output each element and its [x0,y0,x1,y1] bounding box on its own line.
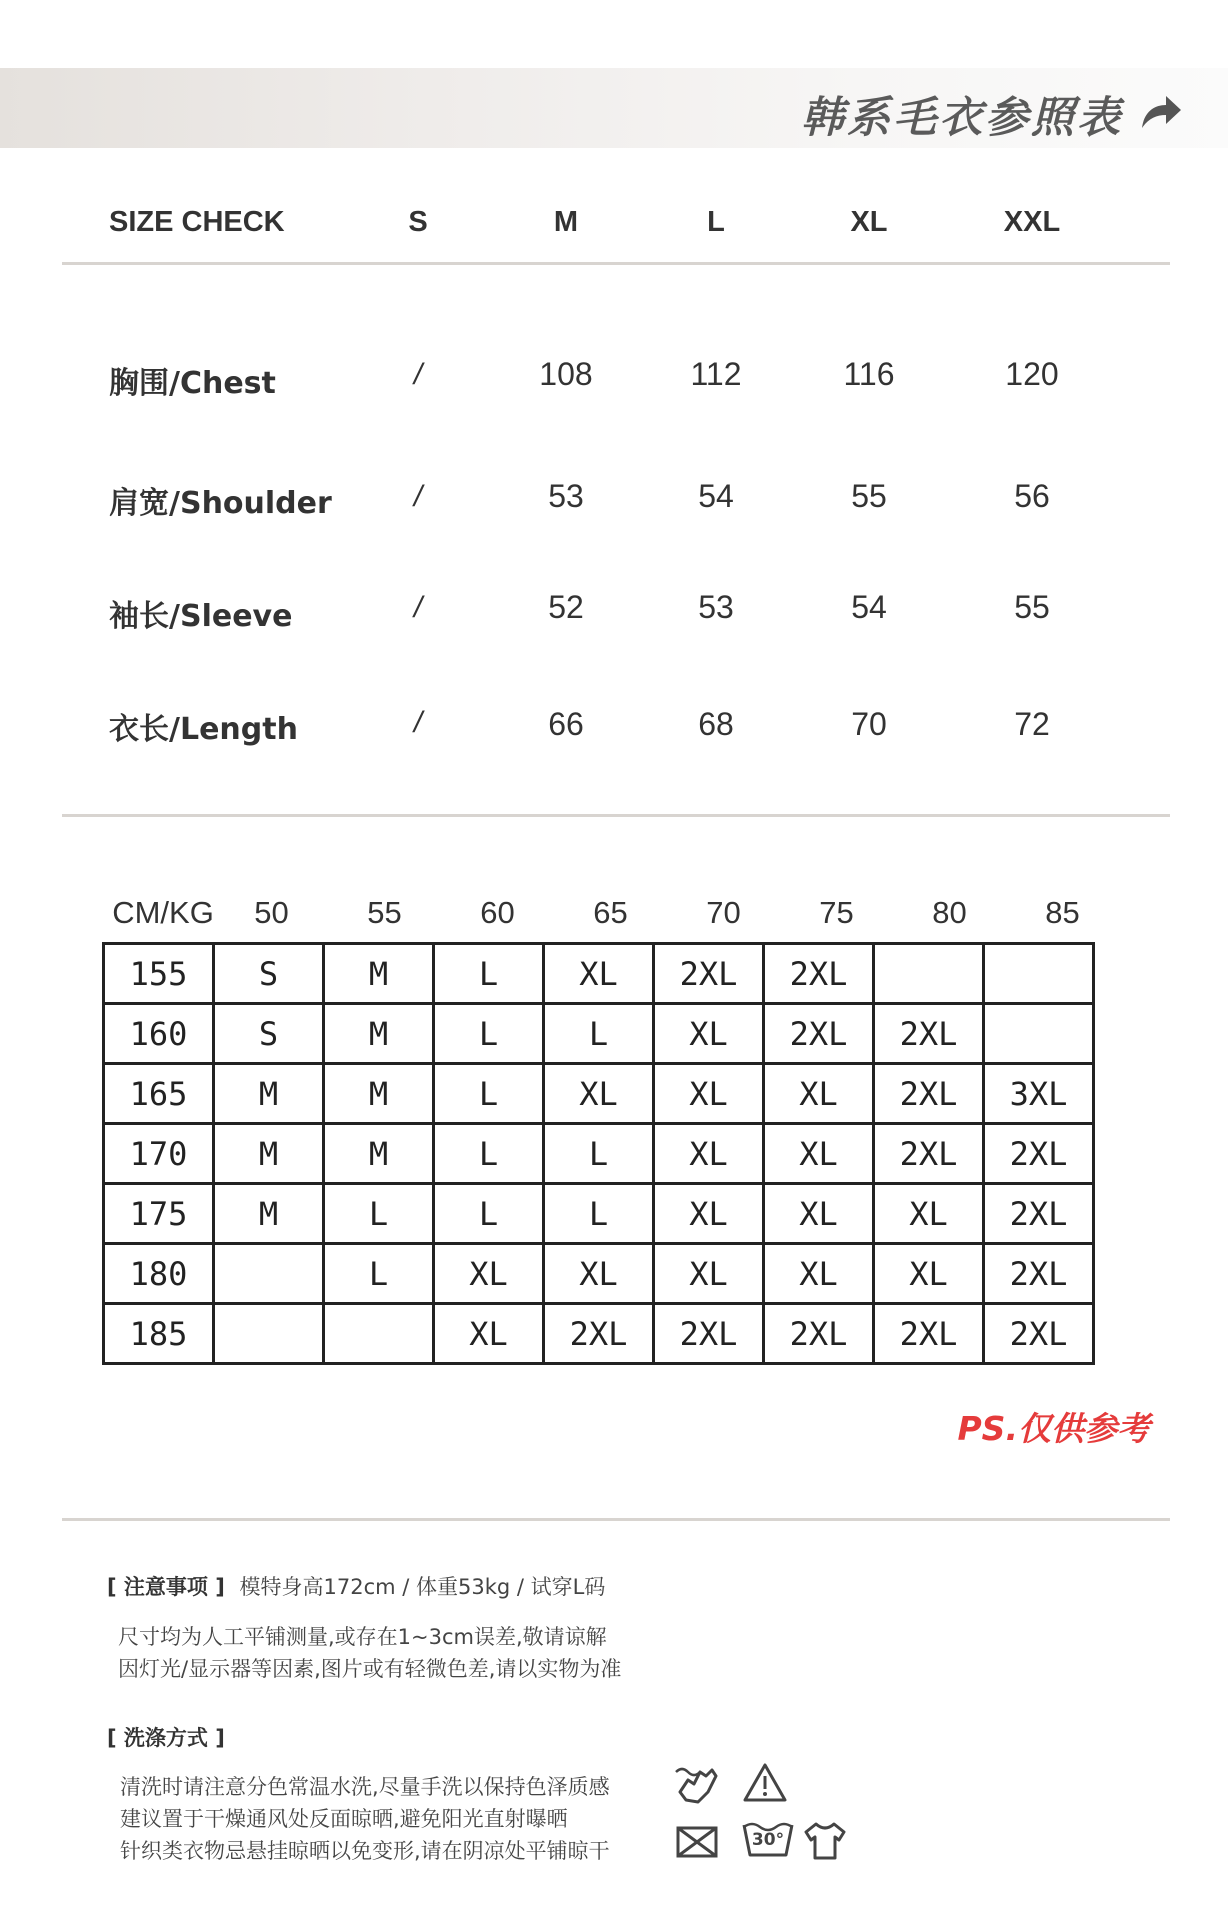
weight-header: 55 [367,895,402,930]
warning-icon [742,1762,788,1804]
size-cell: 2XL [874,1304,984,1364]
measurement-value: 116 [843,356,895,392]
size-cell: XL [874,1244,984,1304]
table-row [104,1004,1094,1064]
washing-line: 针织类衣物忌悬挂晾晒以免变形,请在阴凉处平铺晾干 [120,1839,610,1863]
wash-temperature: 30° [751,1830,785,1850]
measurement-value: / [413,358,423,391]
measurement-value: 66 [548,706,584,742]
size-cell [214,1304,324,1364]
size-cell: 2XL [984,1124,1094,1184]
size-cell: 2XL [874,1064,984,1124]
grid-corner-label: CM/KG [112,895,214,930]
table-row [104,1304,1094,1364]
measurement-value: 54 [851,589,887,625]
shoulder-label: 肩宽/Shoulder [109,486,332,521]
measurement-value: 53 [698,589,734,625]
size-cell: L [324,1244,434,1304]
height-cell: 160 [104,1004,214,1064]
size-cell: XL [654,1184,764,1244]
size-cell: 2XL [654,944,764,1004]
table-row [104,944,1094,1004]
measurement-value: 55 [851,478,887,514]
height-cell: 170 [104,1124,214,1184]
weight-header: 85 [1045,895,1080,930]
size-cell [984,1004,1094,1064]
size-cell [984,944,1094,1004]
table-row [104,1064,1094,1124]
size-cell: 2XL [764,944,874,1004]
size-cell: XL [654,1244,764,1304]
note-line: 尺寸均为人工平铺测量,或存在1~3cm误差,敬请谅解 [118,1625,607,1649]
header-divider [62,262,1170,265]
size-cell: L [544,1004,654,1064]
page-title: 韩系毛衣参照表 [801,93,1123,143]
measurement-value: 112 [690,356,742,392]
notes-heading: [ 注意事项 ] [107,1575,225,1599]
size-cell: XL [764,1124,874,1184]
chest-label: 胸围/Chest [109,366,276,401]
size-cell: L [434,1124,544,1184]
size-cell: XL [434,1304,544,1364]
size-cell: 3XL [984,1064,1094,1124]
height-cell: 175 [104,1184,214,1244]
size-cell: M [324,1004,434,1064]
size-cell: 2XL [764,1004,874,1064]
garment-icon [802,1820,848,1862]
measurement-value: / [413,591,423,624]
size-cell: L [544,1124,654,1184]
measurement-value: / [413,480,423,513]
size-cell: M [214,1064,324,1124]
measurement-value: 70 [851,706,887,742]
weight-header: 80 [932,895,967,930]
wash-30-icon [740,1817,796,1861]
weight-header: 75 [819,895,854,930]
size-cell: S [214,944,324,1004]
weight-header: 65 [593,895,628,930]
size-cell: XL [764,1064,874,1124]
size-cell: M [324,1064,434,1124]
measurement-value: 54 [698,478,734,514]
washing-line: 建议置于干燥通风处反面晾晒,避免阳光直射曝晒 [120,1807,568,1831]
table-row [104,1124,1094,1184]
size-cell: M [214,1124,324,1184]
size-cell [874,944,984,1004]
size-cell: L [434,944,544,1004]
measurement-value: 52 [548,589,584,625]
note-line: 因灯光/显示器等因素,图片或有轻微色差,请以实物为准 [118,1657,622,1681]
size-cell: XL [654,1064,764,1124]
size-cell: XL [874,1184,984,1244]
size-cell: 2XL [984,1244,1094,1304]
measurement-value: 108 [539,356,593,392]
size-cell: M [324,944,434,1004]
size-cell: 2XL [874,1124,984,1184]
height-cell: 180 [104,1244,214,1304]
measurement-value: 56 [1014,478,1050,514]
size-header-s: S [408,206,428,238]
table-row [104,1244,1094,1304]
height-cell: 165 [104,1064,214,1124]
size-cell: 2XL [544,1304,654,1364]
hand-wash-icon [674,1762,722,1808]
height-cell: 155 [104,944,214,1004]
size-cell: 2XL [984,1304,1094,1364]
size-cell: L [434,1184,544,1244]
length-label: 衣长/Length [109,712,298,747]
height-cell: 185 [104,1304,214,1364]
size-header-m: M [553,206,579,238]
size-cell: XL [654,1124,764,1184]
size-cell: M [324,1124,434,1184]
measurement-value: 68 [698,706,734,742]
size-cell: XL [544,1064,654,1124]
notes-divider [62,1518,1170,1521]
size-cell: XL [654,1004,764,1064]
size-recommendation-grid [102,942,1095,1365]
size-check-label: SIZE CHECK [109,206,285,238]
no-tumble-dry-icon [674,1820,720,1862]
size-cell: XL [434,1244,544,1304]
size-cell: M [214,1184,324,1244]
size-cell: L [434,1064,544,1124]
weight-header: 50 [254,895,289,930]
size-cell [324,1304,434,1364]
washing-heading: [ 洗涤方式 ] [107,1726,225,1750]
size-cell: L [434,1004,544,1064]
size-cell: XL [764,1244,874,1304]
weight-header: 70 [706,895,741,930]
size-header-xxl: XXL [1003,206,1061,238]
size-cell: XL [764,1184,874,1244]
size-cell: XL [544,944,654,1004]
size-cell: S [214,1004,324,1064]
weight-header: 60 [480,895,515,930]
sleeve-label: 袖长/Sleeve [109,599,293,634]
size-cell: L [544,1184,654,1244]
share-arrow-icon[interactable] [1138,92,1184,132]
size-header-xl: XL [850,206,888,238]
size-cell: 2XL [764,1304,874,1364]
measurement-value: 72 [1014,706,1050,742]
size-cell: XL [544,1244,654,1304]
notes-header-line [107,1571,605,1601]
measurement-value: 53 [548,478,584,514]
model-info: 模特身高172cm / 体重53kg / 试穿L码 [239,1575,606,1599]
section-divider [62,814,1170,817]
table-row [104,1184,1094,1244]
size-cell: 2XL [984,1184,1094,1244]
washing-line: 清洗时请注意分色常温水洗,尽量手洗以保持色泽质感 [120,1775,610,1799]
size-cell [214,1244,324,1304]
size-cell: 2XL [654,1304,764,1364]
size-cell: 2XL [874,1004,984,1064]
measurement-value: 120 [1005,356,1059,392]
ps-reference-note: PS.仅供参考 [957,1409,1150,1448]
size-header-l: L [707,206,725,238]
measurement-value: 55 [1014,589,1050,625]
size-cell: L [324,1184,434,1244]
title-banner [0,68,1228,148]
measurement-value: / [413,706,423,739]
